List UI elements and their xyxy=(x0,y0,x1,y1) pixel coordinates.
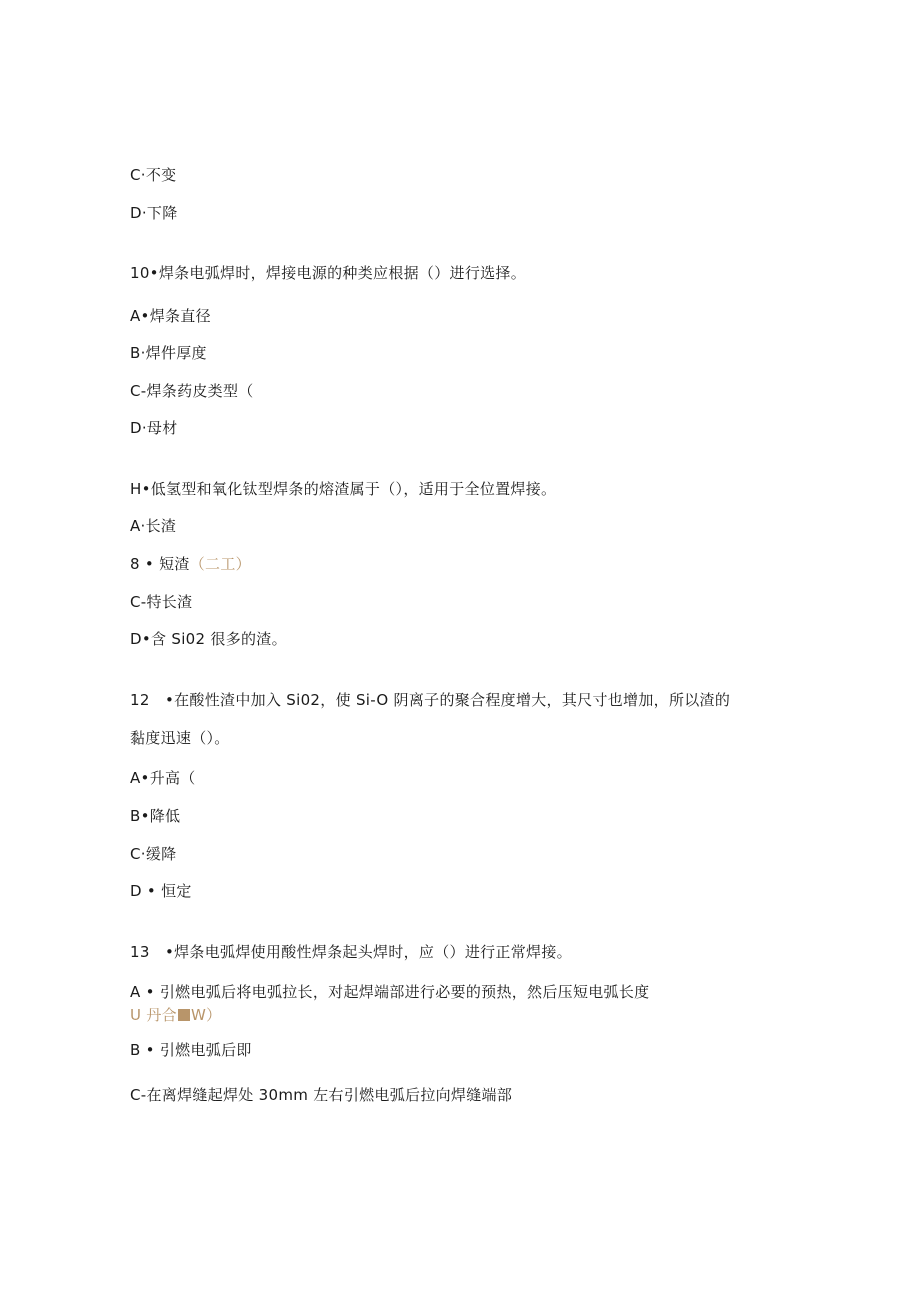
q10-option-b: B·焊件厚度 xyxy=(130,344,207,362)
question-13: 13 •焊条电弧焊使用酸性焊条起头焊时，应（）进行正常焊接。 xyxy=(130,943,572,961)
q13-option-b: B • 引燃电弧后即 xyxy=(130,1041,252,1059)
q12-option-b: B•降低 xyxy=(130,807,181,825)
option-d-decrease: D·下降 xyxy=(130,204,178,222)
q11-option-d: D•含 Si02 很多的渣。 xyxy=(130,630,287,648)
q11-option-c: C-特长渣 xyxy=(130,593,193,611)
annotation-text-1: U 丹合 xyxy=(130,1006,177,1024)
q10-option-d: D·母材 xyxy=(130,419,178,437)
q13-option-a: A • 引燃电弧后将电弧拉长，对起焊端部进行必要的预热，然后压短电弧长度 xyxy=(130,983,650,1001)
q10-option-a: A•焊条直径 xyxy=(130,307,211,325)
question-10: 10•焊条电弧焊时，焊接电源的种类应根据（）进行选择。 xyxy=(130,264,527,282)
q11-option-a: A·长渣 xyxy=(130,517,177,535)
q11-option-b-text: 8 • 短渣 xyxy=(130,555,190,573)
q12-option-a: A•升高（ xyxy=(130,769,196,787)
q10-option-c: C-焊条药皮类型（ xyxy=(130,382,254,400)
question-12-line2: 黏度迅速（）。 xyxy=(130,729,230,747)
question-12-line1: 12 •在酸性渣中加入 Si02，使 Si-O 阴离子的聚合程度增大，其尺寸也增加，所以渣的 xyxy=(130,691,731,709)
answer-annotation: （二工） xyxy=(189,555,251,573)
q12-option-c: C·缓降 xyxy=(130,845,177,863)
question-11: H•低氢型和氧化钛型焊条的熔渣属于（），适用于全位置焊接。 xyxy=(130,480,557,498)
q12-option-d: D • 恒定 xyxy=(130,882,192,900)
annotation-text-2: W） xyxy=(190,1006,222,1024)
q11-option-b xyxy=(130,554,251,574)
option-c-unchanged: C·不变 xyxy=(130,166,177,184)
q13-annotation xyxy=(130,1005,221,1025)
q13-option-c: C-在离焊缝起焊处 30mm 左右引燃电弧后拉向焊缝端部 xyxy=(130,1086,513,1104)
annotation-block xyxy=(178,1009,190,1021)
